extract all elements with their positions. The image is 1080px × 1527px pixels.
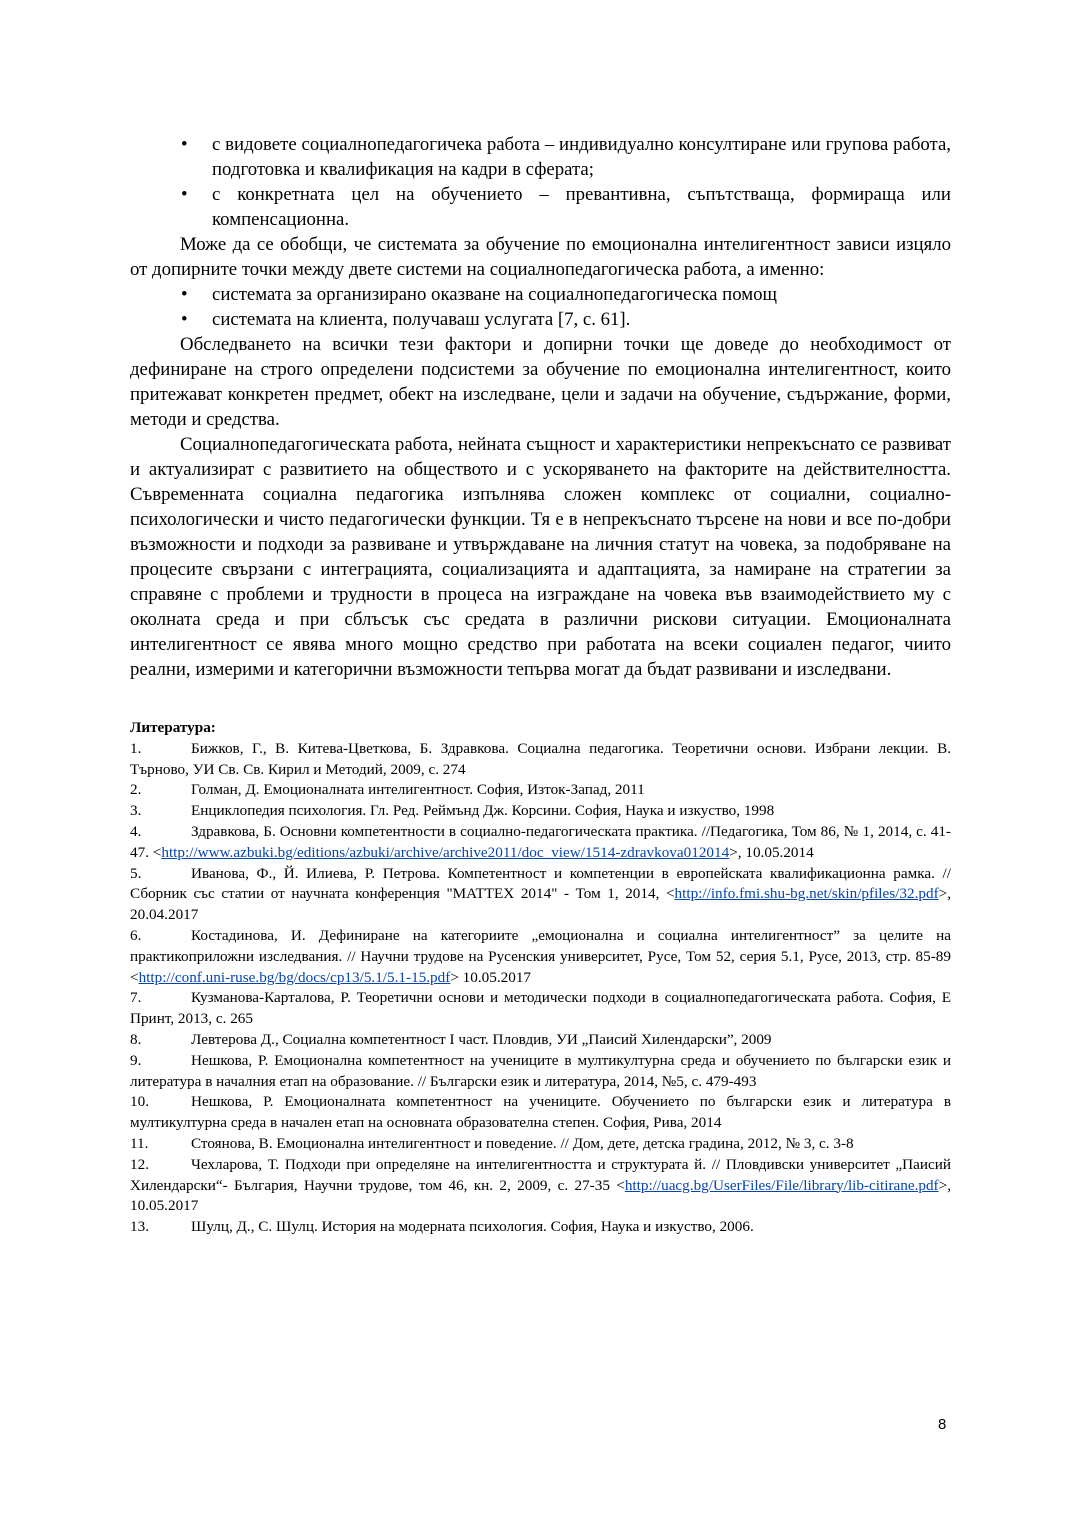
- reference-link[interactable]: http://info.fmi.shu-bg.net/skin/pfiles/32.pdf: [674, 885, 939, 903]
- reference-text: Чехларова, Т. Подходи при определяне на интелигентността и структурата й. // Пловдивски университет „Паисий Хилендарски“- България, Научни трудове, том 46, кн. 2, 2009, с. 27-35 <: [130, 1155, 951, 1194]
- references-section: [130, 718, 951, 1238]
- reference-text: Здравкова, Б. Основни компетентности в социално-педагогическата практика. //Педагогика, Том 86, № 1, 2014, с. 41-47. <: [130, 822, 951, 861]
- list-item-text: системата за организирано оказване на социалнопедагогическа помощ: [212, 284, 777, 305]
- reference-text: Бижков, Г., В. Китева-Цветкова, Б. Здравкова. Социална педагогика. Теоретични основи. Избрани лекции. В. Търново, УИ Св. Св. Кирил и Методий, 2009, с. 274: [130, 739, 951, 778]
- reference-text: Голман, Д. Емоционалната интелигентност. София, Изток-Запад, 2011: [191, 781, 645, 799]
- reference-item: [130, 926, 951, 988]
- bullet-list-middle: [130, 282, 951, 332]
- reference-link[interactable]: http://conf.uni-ruse.bg/bg/docs/cp13/5.1/5.1-15.pdf: [138, 968, 451, 986]
- bullet-icon: •: [181, 309, 188, 330]
- reference-item: [130, 780, 951, 801]
- reference-item: [130, 864, 951, 926]
- reference-date: >, 20.04.2017: [130, 885, 951, 924]
- reference-item: [130, 801, 951, 822]
- list-item-text: системата на клиента, получаваш услугата [7, с. 61].: [212, 309, 631, 330]
- list-item: [130, 182, 951, 232]
- list-item-text: с конкретната цел на обучението – превантивна, съпътстваща, формираща или компенсационна.: [212, 184, 951, 230]
- bullet-icon: •: [181, 134, 188, 155]
- reference-item: [130, 1134, 951, 1155]
- paragraph: Обследването на всички тези фактори и допирни точки ще доведе до необходимост от дефиниране на строго определени подсистеми за обучение по емоционална интелигентност, които притежават конкретен предмет, обект на изследване, цели и задачи на обучение, съдържание, форми, методи и средства.: [130, 334, 951, 430]
- reference-number: 8.: [130, 1030, 142, 1048]
- list-item-text: с видовете социалнопедагогичека работа – индивидуално консултиране или групова работа, подготовка и квалификация на кадри в сферата;: [212, 134, 951, 180]
- reference-item: [130, 988, 951, 1030]
- reference-item: [130, 1092, 951, 1134]
- reference-item: [130, 822, 951, 864]
- paragraph: Може да се обобщи, че системата за обучение по емоционална интелигентност зависи изцяло от допирните точки между двете системи на социалнопедагогическа работа, а именно:: [130, 234, 951, 280]
- reference-item: [130, 1155, 951, 1217]
- bullet-icon: •: [181, 284, 188, 305]
- reference-number: 12.: [130, 1155, 149, 1173]
- reference-number: 3.: [130, 802, 142, 820]
- reference-text: Иванова, Ф., Й. Илиева, Р. Петрова. Компетентност и компетенции в европейската квалификационна рамка. //Сборник със статии от научната конференция "MATTEX 2014" - Том 1, 2014, <: [130, 864, 951, 903]
- reference-date: >, 10.05.2014: [729, 843, 814, 861]
- reference-text: Шулц, Д., С. Шулц. История на модерната психология. София, Наука и изкуство, 2006.: [191, 1218, 754, 1236]
- reference-number: 2.: [130, 781, 142, 799]
- list-item: [130, 282, 951, 307]
- reference-item: [130, 1217, 951, 1238]
- reference-number: 10.: [130, 1093, 149, 1111]
- list-item: [130, 307, 951, 332]
- reference-number: 13.: [130, 1218, 149, 1236]
- reference-item: [130, 1051, 951, 1093]
- reference-text: Енциклопедия психология. Гл. Ред. Реймънд Дж. Корсини. София, Наука и изкуство, 1998: [191, 802, 775, 820]
- reference-number: 9.: [130, 1051, 142, 1069]
- page-number: 8: [938, 1416, 947, 1433]
- reference-link[interactable]: http://www.azbuki.bg/editions/azbuki/archive/archive2011/doc_view/1514-zdravkova012014: [161, 843, 730, 861]
- paragraph: Социалнопедагогическата работа, нейната същност и характеристики непрекъснато се развиват и актуализират с развитието на обществото и с ускоряването на факторите на действителността. Съвременната социална педагогика изпълнява сложен комплекс от социални, социално-психологически и чисто педагогически функции. Тя е в непрекъснато търсене на нови и все по-добри възможности и подходи за развиване и утвърждаване на личния статут на човека, за подобряване на процесите свързани с интеграцията, социализацията и адаптацията, за намиране на стратегии за справяне с проблеми и трудности в процеса на изграждане на човека във взаимодействието му с околната среда и при сблъсък със средата в различни рискови ситуации. Емоционалната интелигентност се явява много мощно средство при работата на всеки социален педагог, чиито реални, измерими и категорични възможности тепърва могат да бъдат развивани и изследвани.: [130, 434, 951, 680]
- list-item: [130, 132, 951, 182]
- bullet-list-top: [130, 132, 951, 232]
- reference-link[interactable]: http://uacg.bg/UserFiles/File/library/lib-citirane.pdf: [624, 1176, 939, 1194]
- reference-date: > 10.05.2017: [450, 968, 532, 986]
- reference-text: Левтерова Д., Социална компетентност I част. Пловдив, УИ „Паисий Хилендарски”, 2009: [191, 1030, 772, 1048]
- reference-item: [130, 1030, 951, 1051]
- reference-text: Кузманова-Карталова, Р. Теоретични основи и методически подходи в социалнопедагогическата работа. София, Е Принт, 2013, с. 265: [130, 989, 951, 1028]
- reference-item: [130, 739, 951, 781]
- reference-number: 5.: [130, 864, 142, 882]
- reference-number: 11.: [130, 1134, 149, 1152]
- reference-number: 4.: [130, 822, 142, 840]
- reference-text: Костадинова, И. Дефиниране на категориите „емоционална и социална интелигентност” за целите на практикоприложни изследвания. // Научни трудове на Русенския университет, Русе, Том 52, серия 5.1, Русе, 2013, стр. 85-89 <: [130, 926, 951, 986]
- bullet-icon: •: [181, 184, 188, 205]
- reference-number: 7.: [130, 989, 142, 1007]
- reference-number: 1.: [130, 739, 142, 757]
- references-heading: Литература:: [130, 719, 216, 736]
- document-page: [130, 132, 951, 1238]
- reference-text: Нешкова, Р. Емоционалната компетентност на учениците. Обучението по български език и литература в мултикултурна среда в началeн етап на основната образователна степен. София, Рива, 2014: [130, 1093, 951, 1132]
- body-text: [130, 132, 951, 682]
- reference-date: >, 10.05.2017: [130, 1176, 951, 1215]
- reference-text: Нешкова, Р. Емоционална компетентност на учениците в мултикултурна среда и обучението по български език и литература в началния етап на образование. // Български език и литература, 2014, №5, с. 479-493: [130, 1051, 951, 1090]
- reference-number: 6.: [130, 926, 142, 944]
- reference-text: Стоянова, В. Емоционална интелигентност и поведение. // Дом, дете, детска градина, 2012, № 3, с. 3-8: [191, 1134, 854, 1152]
